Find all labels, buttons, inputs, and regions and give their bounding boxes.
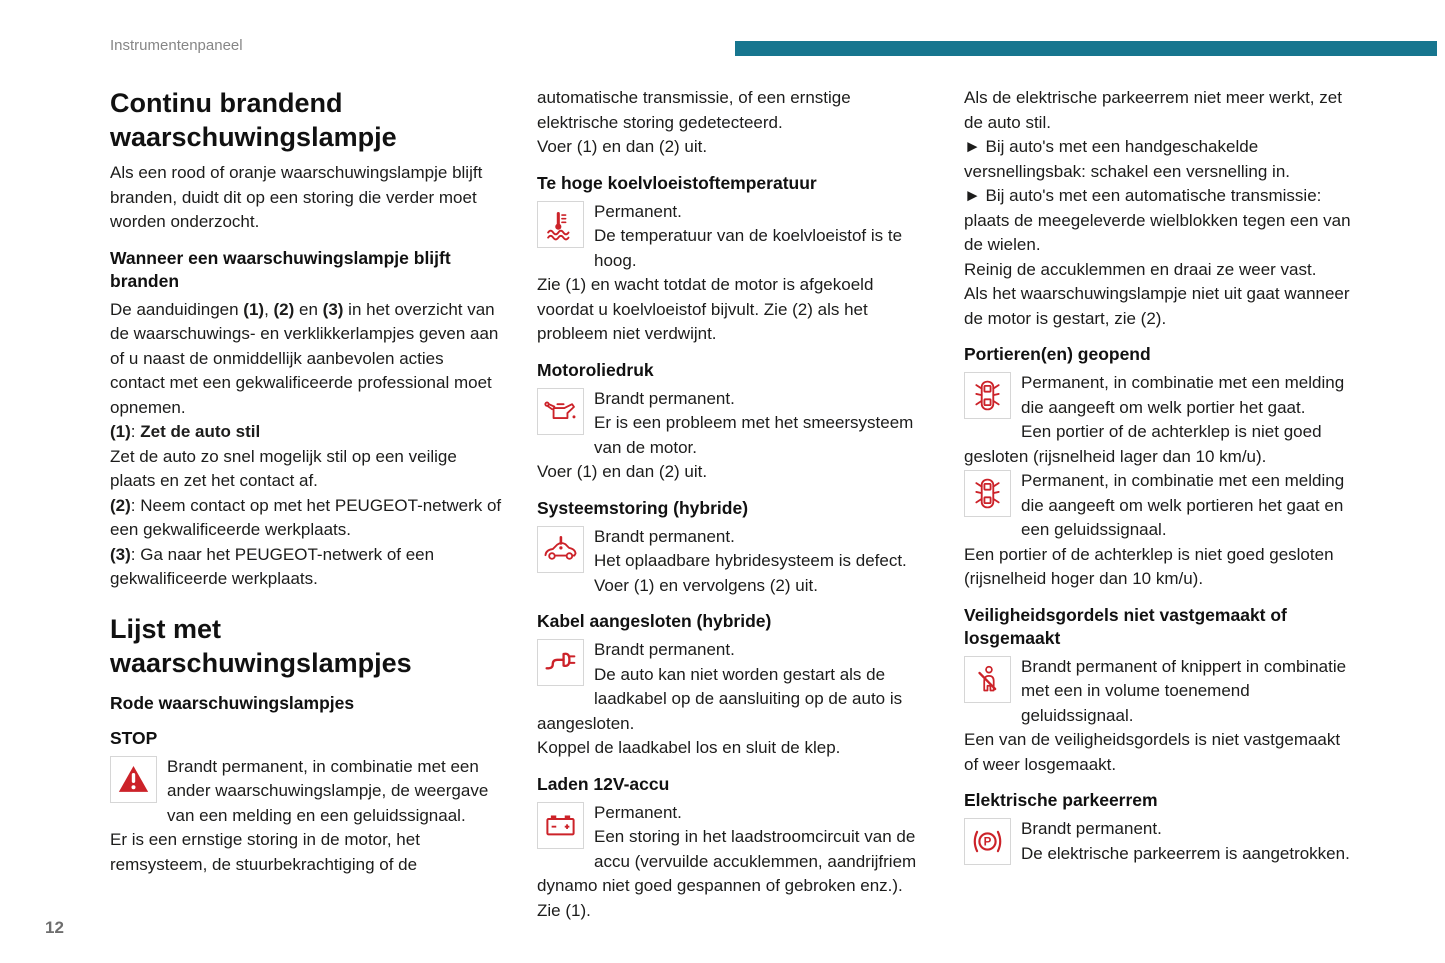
bold-text-run: Zet de auto stil <box>140 422 261 441</box>
column-2 <box>537 86 929 923</box>
text-run: Brandt permanent. <box>594 526 735 546</box>
warning-lamp-paragraph <box>537 387 929 485</box>
text-run: Voer (1) en vervolgens (2) uit. <box>594 575 818 595</box>
text-run: De temperatuur van de koelvloeistof is te hoog. <box>594 226 903 270</box>
sub-heading: STOP <box>110 727 158 748</box>
bold-text-run: (2) <box>273 299 295 319</box>
warning-lamp-paragraph <box>964 655 1356 778</box>
text-run: Er is een ernstige storing in de motor, het remsysteem, de stuurbekrachtiging of de <box>110 830 420 874</box>
text-run: De elektrische parkeerrem is aangetrokken. <box>1021 843 1350 863</box>
text-run: Permanent, in combinatie met een melding die aangeeft om welk portieren het gaat en een geluidssignaal. <box>1021 471 1345 539</box>
text-run: Brandt permanent of knippert in combinatie met een in volume toenemend geluidssignaal. <box>1021 656 1347 725</box>
text-run: Een portier of de achterklep is niet goed gesloten (rijsnelheid lager dan 10 km/u). <box>964 422 1322 466</box>
text-run: : <box>130 422 141 441</box>
text-run: : Ga naar het PEUGEOT-netwerk of een gekwalificeerde werkplaats. <box>110 544 435 588</box>
sub-heading: Te hoge koelvloeistoftemperatuur <box>537 172 817 193</box>
bold-text-run: (3) <box>110 544 131 564</box>
text-run: ► Bij auto's met een automatische transmissie: plaats de meegeleverde wielblokken tegen een van de wielen. <box>964 186 1351 254</box>
text-run: in het overzicht van de waarschuwings- en verklikkerlampjes geven aan of u naast de onmiddellijk aanbevolen acties contact met een gekwalificeerde professional moet opnemen. <box>110 299 499 417</box>
paragraph <box>110 161 502 235</box>
svg-text:P: P <box>983 836 992 849</box>
warning-lamp-paragraph <box>110 755 502 878</box>
text-run: Brandt permanent. <box>594 640 735 659</box>
paragraph <box>110 420 502 592</box>
parking-brake-icon <box>964 818 1011 865</box>
text-run: Als de elektrische parkeerrem niet meer werkt, zet de auto stil. <box>964 88 1342 132</box>
warning-lamp-paragraph <box>537 525 929 599</box>
sub-heading: Portieren(en) geopend <box>964 344 1151 364</box>
warning-lamp-paragraph <box>537 801 929 924</box>
section-heading: Continu brandend waarschuwingslampje <box>110 88 397 152</box>
text-run: Zie (1) en wacht totdat de motor is afgekoeld voordat u koelvloeistof bijvult. Zie (2) als het probleem niet verdwijnt. <box>537 275 874 343</box>
warning-triangle-glyph <box>115 761 152 798</box>
warning-lamp-paragraph <box>964 371 1356 469</box>
charging-cable-icon <box>537 639 584 686</box>
column-1 <box>110 86 502 923</box>
sub-heading: Systeemstoring (hybride) <box>537 497 749 518</box>
warning-lamp-paragraph <box>537 638 929 761</box>
text-run: Als het waarschuwingslampje niet uit gaat wanneer de motor is gestart, zie (2). <box>964 284 1350 328</box>
bold-text-run: (3) <box>322 299 344 319</box>
text-run: Reinig de accuklemmen en draai ze weer vast. <box>964 259 1317 279</box>
text-run: Brandt permanent. <box>1021 819 1162 838</box>
sub-heading: Wanneer een waarschuwingslampje blijft branden <box>110 247 451 291</box>
text-run: Het oplaadbare hybridesysteem is defect. <box>594 551 907 570</box>
text-run: Permanent. <box>594 802 682 822</box>
text-run: Brandt permanent. <box>594 388 735 408</box>
text-run: Een portier of de achterklep is niet goed gesloten (rijsnelheid hoger dan 10 km/u). <box>964 544 1334 588</box>
paragraph <box>964 86 1356 331</box>
section-heading: Lijst met waarschuwingslampjes <box>110 613 412 678</box>
bold-text-run: (1) <box>243 299 265 319</box>
text-run: De auto kan niet worden gestart als de laadkabel op de aansluiting op de auto is aangesloten. <box>537 664 903 733</box>
text-run: Als een rood of oranje waarschuwingslampje blijft branden, duidt dit op een storing die verder moet worden onderzocht. <box>110 163 483 231</box>
sub-heading: Rode waarschuwingslampjes <box>110 692 355 713</box>
page-number: 12 <box>45 918 64 937</box>
seatbelt-icon <box>964 656 1011 703</box>
coolant-temperature-icon <box>537 201 584 248</box>
bold-text-run: (1) <box>110 422 131 441</box>
text-run: De aanduidingen <box>110 299 244 319</box>
text-run: Permanent, in combinatie met een melding die aangeeft om welk portier het gaat. <box>1021 373 1345 417</box>
door-open-icon <box>964 372 1011 419</box>
column-3 <box>964 86 1356 923</box>
warning-lamp-paragraph <box>964 469 1356 592</box>
text-run: Een van de veiligheidsgordels is niet vastgemaakt of weer losgemaakt. <box>964 730 1341 774</box>
warning-triangle-icon <box>110 756 157 803</box>
text-run: automatische transmissie, of een ernstige elektrische storing gedetecteerd. <box>537 88 851 132</box>
text-run: Voer (1) en dan (2) uit. <box>537 137 708 156</box>
text-run: Brandt permanent, in combinatie met een ander waarschuwingslampje, de weergave van een melding en een geluidssignaal. <box>167 756 489 825</box>
text-run: Een storing in het laadstroomcircuit van de accu (vervuilde accuklemmen, aandrijfriem dynamo niet goed gespannen of gebroken enz.). <box>537 827 917 895</box>
text-run: Zet de auto zo snel mogelijk stil op een veilige plaats en zet het contact af. <box>110 446 457 490</box>
text-run: en <box>294 299 323 319</box>
text-run: : Neem contact op met het PEUGEOT-netwerk of een gekwalificeerde werkplaats. <box>110 495 502 539</box>
door-open-icon <box>964 470 1011 517</box>
battery-charge-icon <box>537 802 584 849</box>
text-run: Zie (1). <box>537 900 591 920</box>
page-header-label: Instrumentenpaneel <box>110 37 243 54</box>
paragraph <box>537 86 929 160</box>
sub-heading: Laden 12V-accu <box>537 773 670 794</box>
header-accent-bar <box>735 41 1437 56</box>
text-run: , <box>264 299 274 319</box>
text-run: ► Bij auto's met een handgeschakelde versnellingsbak: schakel een versnelling in. <box>964 137 1291 181</box>
text-run: Er is een probleem met het smeersysteem van de motor. <box>594 413 914 457</box>
warning-lamp-paragraph <box>964 817 1356 866</box>
warning-lamp-paragraph <box>537 200 929 347</box>
sub-heading: Elektrische parkeerrem <box>964 790 1158 810</box>
content-columns <box>110 86 1356 923</box>
sub-heading: Motoroliedruk <box>537 359 654 380</box>
hybrid-system-fault-icon <box>537 526 584 573</box>
sub-heading: Kabel aangesloten (hybride) <box>537 611 772 631</box>
text-run: Permanent. <box>594 201 682 221</box>
text-run: Koppel de laadkabel los en sluit de klep. <box>537 738 841 757</box>
text-run: Voer (1) en dan (2) uit. <box>537 462 708 481</box>
oil-pressure-icon <box>537 388 584 435</box>
sub-heading: Veiligheidsgordels niet vastgemaakt of losgemaakt <box>964 604 1287 648</box>
paragraph <box>110 298 502 421</box>
bold-text-run: (2) <box>110 495 131 515</box>
